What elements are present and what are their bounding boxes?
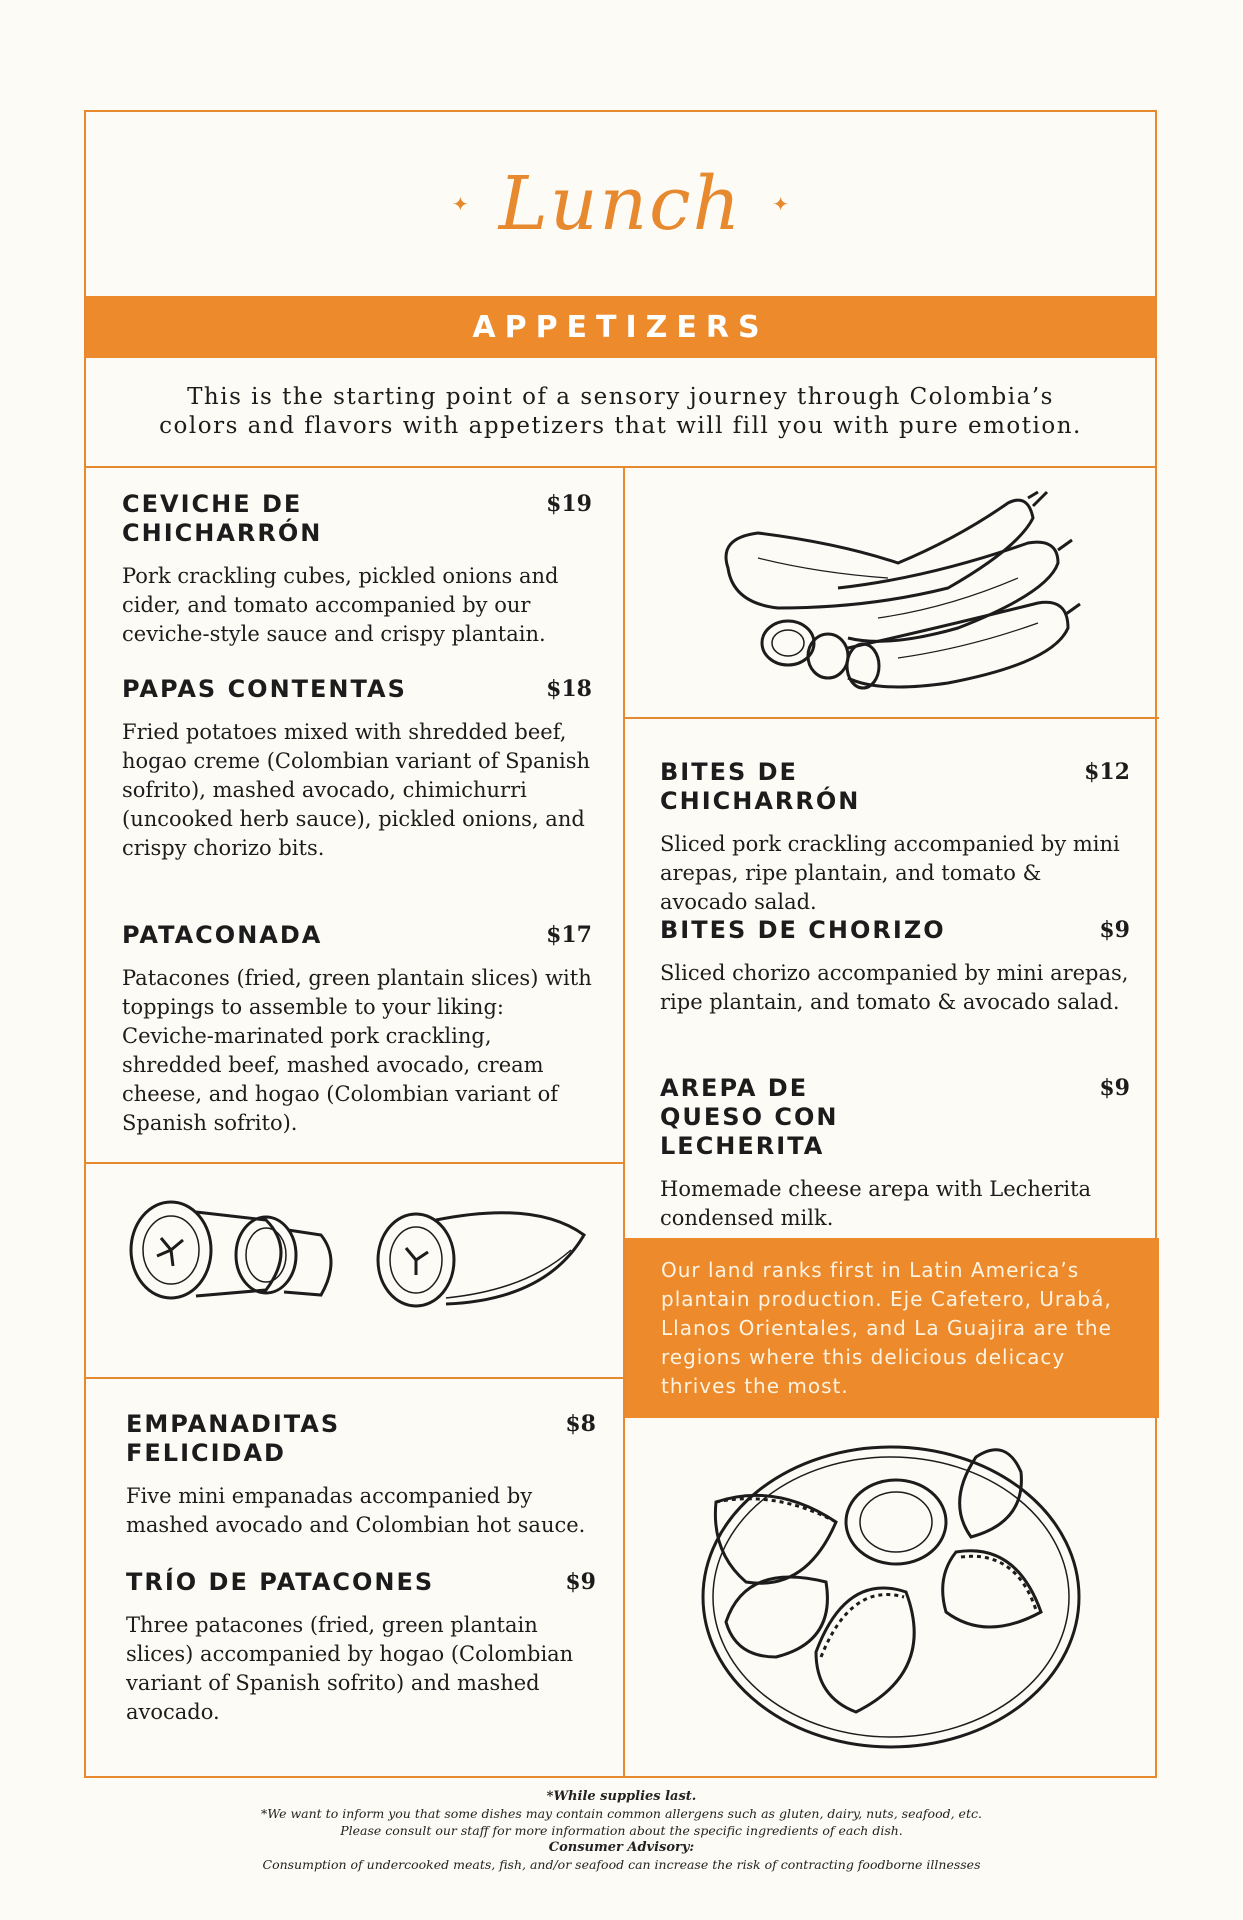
item-name: BITES DE CHORIZO <box>660 916 946 944</box>
title-row <box>86 112 1155 296</box>
item-description: Homemade cheese arepa with Lecherita condensed milk. <box>660 1177 1092 1230</box>
footer-supplies: *While supplies last. <box>546 1789 697 1804</box>
footer-allergens: *We want to inform you that some dishes may contain common allergens such as gluten, dairy, nuts, seafood, etc. <box>261 1806 982 1821</box>
item-price: $12 <box>1084 759 1130 785</box>
footer-consult: Please consult our staff for more information about the specific ingredients of each dish. <box>340 1823 903 1838</box>
divider <box>623 717 1159 719</box>
intro-text: This is the starting point of a sensory journey through Colombia’s colors and flavors with appetizers that will fill you with pure emotion. <box>159 384 1082 439</box>
plantain-fact-callout: Our land ranks first in Latin America’s plantain production. Eje Cafetero, Urabá, Llanos Orientales, and La Guajira are the regions where this delicious delicacy thrives the most. <box>625 1238 1159 1418</box>
menu-item <box>660 758 1130 917</box>
menu-item <box>122 490 592 649</box>
item-name: TRÍO DE PATACONES <box>126 1568 435 1596</box>
plantain-illustration <box>116 1180 596 1350</box>
item-price: $9 <box>1099 1075 1130 1101</box>
sparkle-icon: ✦ <box>772 192 790 216</box>
item-description: Sliced chorizo accompanied by mini arepas, ripe plantain, and tomato & avocado salad. <box>660 961 1129 1014</box>
divider <box>86 1377 623 1379</box>
menu-item <box>122 921 592 1138</box>
item-name: PAPAS CONTENTAS <box>122 675 407 703</box>
item-description: Patacones (fried, green plantain slices) with toppings to assemble to your liking: Ceviche-marinated pork crackling, shredded beef, mashed avocado, cream cheese, and hogao (Colombian variant of Spanish sofrito). <box>122 966 592 1135</box>
menu-item <box>660 1074 1130 1233</box>
item-price: $18 <box>546 676 592 702</box>
item-description: Three patacones (fried, green plantain slices) accompanied by hogao (Colombian variant of Spanish sofrito) and mashed avocado. <box>126 1613 574 1724</box>
item-name: PATACONADA <box>122 921 323 949</box>
item-name: CEVICHE DE CHICHARRÓN <box>122 490 323 547</box>
item-description: Pork crackling cubes, pickled onions and cider, and tomato accompanied by our ceviche-style sauce and crispy plantain. <box>122 564 559 646</box>
item-description: Fried potatoes mixed with shredded beef, hogao creme (Colombian variant of Spanish sofrito), mashed avocado, chimichurri (uncooked herb sauce), pickled onions, and crispy chorizo bits. <box>122 720 591 860</box>
item-price: $17 <box>546 922 592 948</box>
footer <box>0 1788 1243 1873</box>
menu-item <box>122 675 592 863</box>
item-price: $19 <box>546 491 592 517</box>
divider <box>86 466 1155 468</box>
item-name: BITES DE CHICHARRÓN <box>660 758 861 815</box>
item-description: Sliced pork crackling accompanied by mini arepas, ripe plantain, and tomato & avocado salad. <box>660 832 1120 914</box>
menu-item <box>660 916 1130 1017</box>
chorizo-illustration <box>698 478 1098 703</box>
item-price: $9 <box>1099 917 1130 943</box>
sparkle-icon: ✦ <box>451 192 469 216</box>
divider <box>86 1162 623 1164</box>
footer-advisory-text: Consumption of undercooked meats, fish, and/or seafood can increase the risk of contracting foodborne illnesses <box>262 1857 981 1872</box>
menu-item <box>126 1568 596 1727</box>
item-description: Five mini empanadas accompanied by mashed avocado and Colombian hot sauce. <box>126 1484 586 1537</box>
menu-frame <box>84 110 1157 1778</box>
item-price: $8 <box>565 1411 596 1437</box>
page-title: Lunch <box>498 161 743 247</box>
item-name: AREPA DE QUESO CON LECHERITA <box>660 1074 839 1160</box>
divider <box>623 466 625 1778</box>
menu-item <box>126 1410 596 1540</box>
item-price: $9 <box>565 1569 596 1595</box>
empanada-illustration <box>686 1442 1086 1752</box>
section-heading: APPETIZERS <box>86 296 1155 358</box>
footer-advisory-title: Consumer Advisory: <box>548 1840 695 1855</box>
item-name: EMPANADITAS FELICIDAD <box>126 1410 341 1467</box>
